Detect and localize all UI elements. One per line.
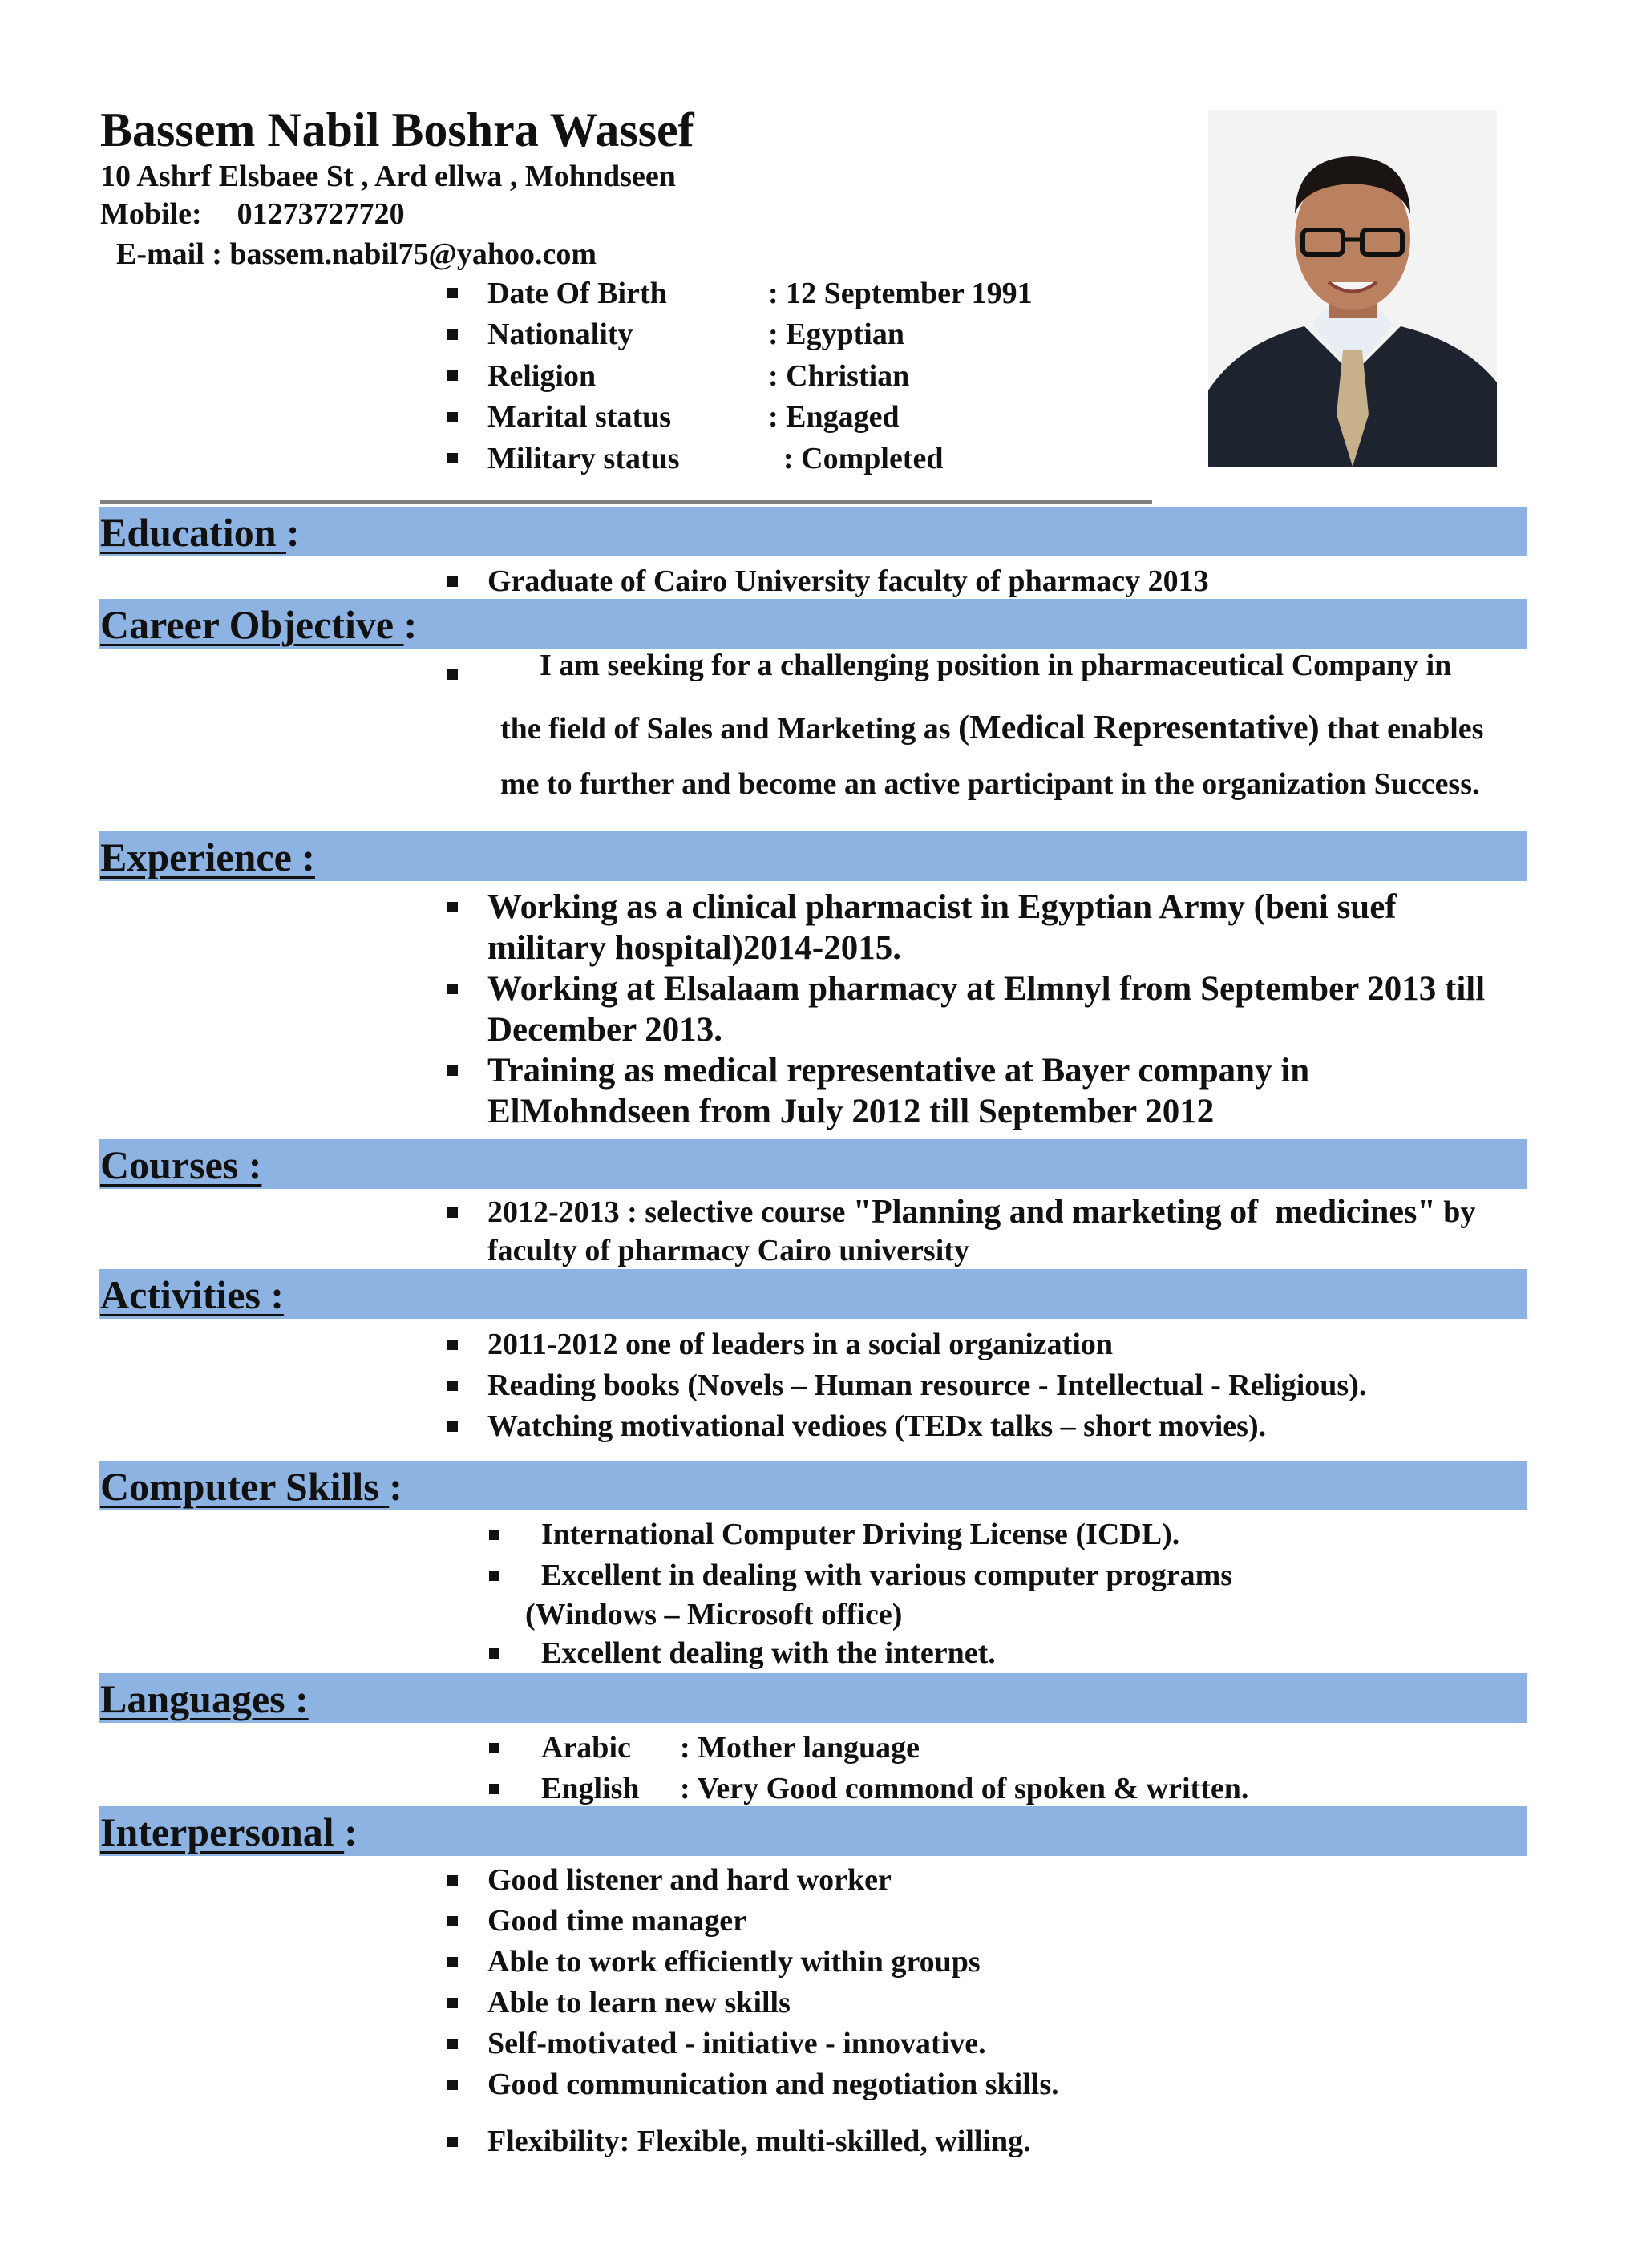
bullet-icon [489,1769,541,1809]
info-label: Military status [487,441,680,475]
bullet-icon [447,1365,487,1406]
bullet-icon [447,887,487,928]
activities-heading: Activities : [100,1272,285,1317]
courses-list [447,1192,1475,1274]
activities-heading-band [99,1269,1527,1319]
bullet-icon [489,1728,541,1769]
header-divider [100,500,1152,504]
email-line: E-mail : bassem.nabil75@yahoo.com [116,237,597,271]
education-heading-band [99,507,1527,556]
objective-line-1: I am seeking for a challenging position in pharmaceutical Company in [540,649,1452,682]
computer-list [489,1514,1232,1674]
personal-info-row [447,397,1169,439]
list-item: International Computer Driving License (ICDL). [489,1514,1232,1555]
bullet-icon [447,968,487,1009]
list-item: 2012-2013 : selective course "Planning and marketing of medicines" by [447,1192,1475,1233]
list-item: Graduate of Cairo University faculty of pharmacy 2013 [447,561,1209,602]
bullet-icon [447,288,487,298]
personal-info-row [447,355,1169,397]
personal-info-list [447,273,1169,479]
bullet-icon [447,654,487,695]
bullet-icon [447,1860,487,1901]
languages-heading: Languages : [100,1676,309,1721]
courses-heading: Courses : [100,1142,262,1187]
list-item-continuation: faculty of pharmacy Cairo university [487,1234,969,1267]
education-list [447,561,1209,602]
list-item: English : Very Good commond of spoken & written. [489,1769,1248,1809]
bullet-icon [447,1324,487,1365]
bullet-icon [447,1050,487,1091]
list-item-continuation: December 2013. [487,1011,722,1049]
experience-list [447,887,1485,1132]
bullet-icon [447,1406,487,1447]
objective-line-3: me to further and become an active participant in the organization Success. [500,767,1480,801]
address: 10 Ashrf Elsbaee St , Ard ellwa , Mohndseen [100,160,676,193]
personal-info-row [447,273,1169,314]
personal-info-row [447,314,1169,356]
list-item: Excellent in dealing with various computer programs [489,1555,1232,1596]
profile-photo [1208,110,1497,467]
list-item: Watching motivational vedioes (TEDx talks – short movies). [447,1406,1366,1447]
bullet-icon [489,1555,541,1596]
info-value: : Egyptian [768,317,904,352]
bullet-icon [447,370,487,381]
languages-heading-band [99,1673,1527,1723]
bullet-icon [447,2023,487,2064]
list-item: Good time manager [447,1901,1059,1942]
list-item: Flexibility: Flexible, multi-skilled, willing. [447,2121,1059,2162]
bullet-icon [447,561,487,602]
bullet-icon [447,412,487,422]
list-item-continuation: (Windows – Microsoft office) [525,1598,903,1631]
list-item: Able to work efficiently within groups [447,1942,1059,1983]
bullet-icon [489,1514,541,1555]
list-item: 2011-2012 one of leaders in a social organization [447,1324,1366,1365]
list-item: Working as a clinical pharmacist in Egyptian Army (beni suef [447,887,1485,928]
info-label: Marital status [487,400,672,435]
education-heading: Education : [100,510,300,555]
mobile-label: Mobile: [100,197,202,231]
interpersonal-list [447,1860,1059,2162]
list-item-continuation: military hospital)2014-2015. [487,929,901,967]
career-heading: Career Objective : [100,602,418,647]
list-item: Self-motivated - initiative - innovative. [447,2023,1059,2064]
info-value: : Christian [768,358,910,393]
activities-list [447,1324,1366,1447]
interpersonal-heading: Interpersonal : [100,1809,358,1854]
info-label: Date Of Birth [487,276,667,310]
bullet-icon [447,1942,487,1983]
bullet-icon [447,329,487,340]
list-item: Working at Elsalaam pharmacy at Elmnyl from September 2013 till [447,968,1485,1009]
info-label: Nationality [487,317,633,352]
courses-heading-band [99,1139,1527,1189]
info-value: : 12 September 1991 [768,276,1033,310]
objective-line-2: the field of Sales and Marketing as (Medical Representative) that enables [500,710,1484,746]
list-item: Good listener and hard worker [447,1860,1059,1901]
list-item: Good communication and negotiation skills. [447,2064,1059,2105]
bullet-icon [447,453,487,463]
mobile-number: 01273727720 [237,197,405,231]
list-item: Training as medical representative at Bayer company in [447,1050,1485,1091]
computer-heading: Computer Skills : [100,1464,402,1509]
list-item-continuation: ElMohndseen from July 2012 till September 2012 [487,1093,1215,1130]
bullet-icon [489,1633,541,1674]
mobile-line [100,196,405,232]
bullet-icon [447,1983,487,2023]
list-item: Excellent dealing with the internet. [489,1633,1232,1674]
info-value: : Completed [768,441,944,475]
list-item: Able to learn new skills [447,1983,1059,2023]
list-item: Arabic : Mother language [489,1728,1248,1769]
info-label: Religion [487,358,597,393]
experience-heading: Experience : [100,835,315,879]
personal-info-row [447,438,1169,479]
list-item: Reading books (Novels – Human resource - Intellectual - Religious). [447,1365,1366,1406]
candidate-name: Bassem Nabil Boshra Wassef [100,103,694,156]
info-value: : Engaged [768,400,900,435]
bullet-icon [447,2121,487,2162]
languages-list [489,1728,1248,1809]
bullet-icon [447,1192,487,1233]
bullet-icon [447,2064,487,2105]
bullet-icon [447,1901,487,1942]
